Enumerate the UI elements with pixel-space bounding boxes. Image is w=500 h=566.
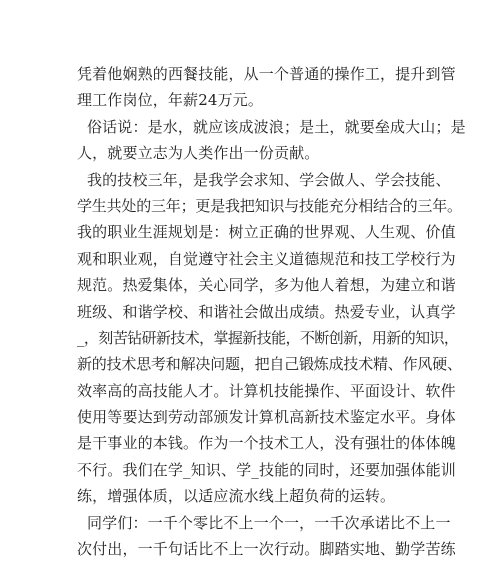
- text-line-3: 俗话说：是水，就应该成波浪；是土，就要垒成大山；是: [87, 117, 466, 136]
- text-line-8: 观和职业观，自觉遵守社会主义道德规范和技工学校行为: [77, 249, 456, 268]
- text-line-13: 效率高的高技能人才。计算机技能操作、平面设计、软件: [77, 381, 456, 400]
- text-line-2: 理工作岗位，年薪24万元。: [77, 91, 264, 110]
- text-line-14: 使用等要达到劳动部颁发计算机高新技术鉴定水平。身体: [77, 408, 456, 427]
- text-line-10: 班级、和谐学校、和谐社会做出成绩。热爱专业，认真学: [77, 302, 456, 321]
- text-line-7: 我的职业生涯规划是：树立正确的世界观、人生观、价值: [77, 223, 456, 242]
- text-line-11: _，刻苦钻研新技术，掌握新技能，不断创新，用新的知识，: [77, 328, 459, 347]
- text-line-18: 同学们：一千个零比不上一个一，一千次承诺比不上一: [87, 513, 451, 532]
- text-line-16: 不行。我们在学_知识、学_技能的同时，还要加强体能训: [77, 460, 456, 479]
- text-line-4: 人，就要立志为人类作出一份贡献。: [77, 144, 320, 163]
- body-text: [77, 61, 466, 562]
- text-line-17: 练，增强体质，以适应流水线上超负荷的运转。: [77, 487, 396, 506]
- text-line-9: 规范。热爱集体，关心同学，多为他人着想，为建立和谐: [77, 276, 456, 295]
- text-line-19: 次付出，一千句话比不上一次行动。脚踏实地、勤学苦练: [77, 540, 456, 559]
- text-line-12: 新的技术思考和解决问题，把自己锻炼成技术精、作风硬、: [77, 355, 462, 374]
- text-line-15: 是干事业的本钱。作为一个技术工人，没有强壮的体体魄: [77, 434, 456, 453]
- text-line-6: 学生共处的三年；更是我把知识与技能充分相结合的三年。: [77, 196, 462, 215]
- text-line-1: 凭着他娴熟的西餐技能，从一个普通的操作工，提升到管: [77, 65, 456, 83]
- text-line-5: 我的技校三年，是我学会求知、学会做人、学会技能、: [87, 170, 451, 189]
